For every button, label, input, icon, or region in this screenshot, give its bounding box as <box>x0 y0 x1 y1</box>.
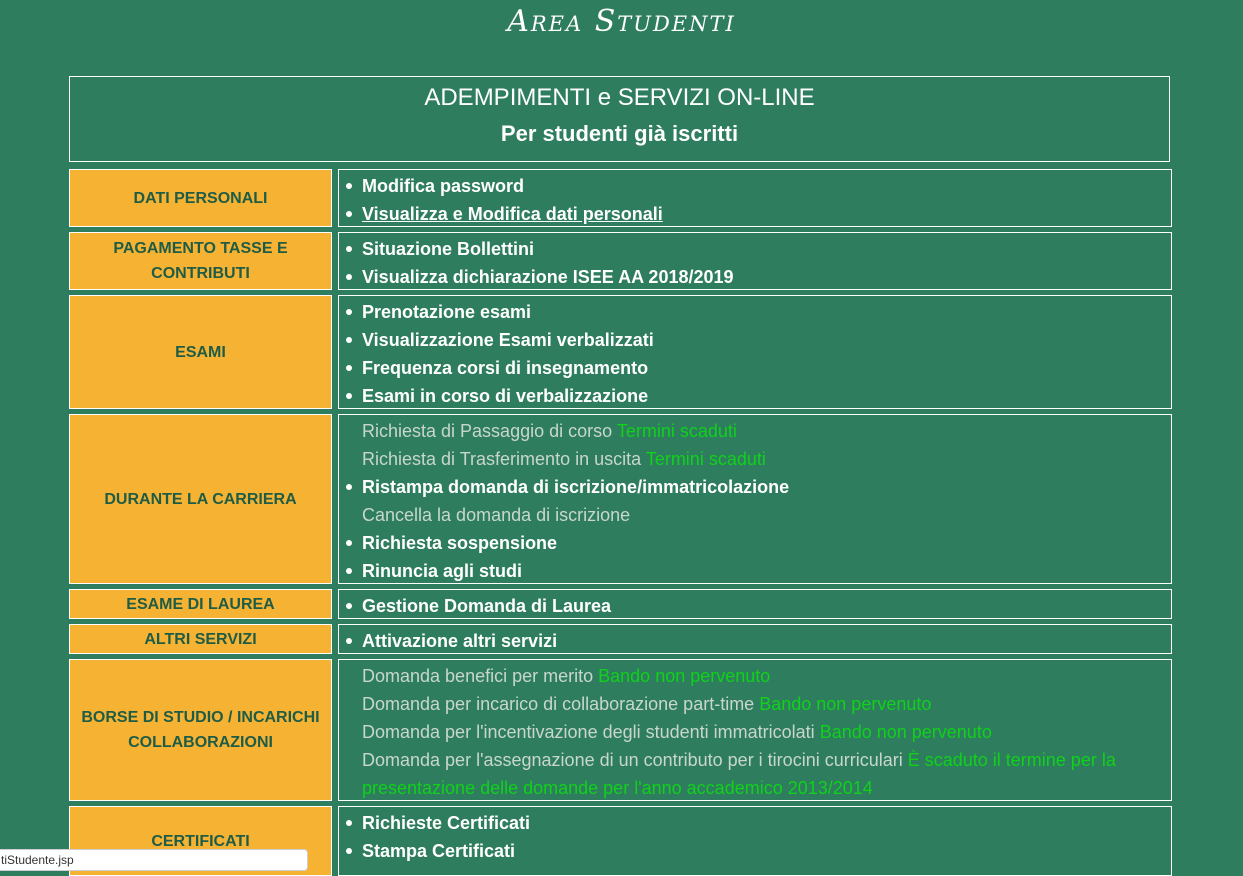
page-title: Area Studenti <box>507 4 736 39</box>
list-item-benefici-merito <box>339 662 1171 690</box>
link-prenotazione-esami[interactable]: Prenotazione esami <box>339 298 1171 326</box>
link-modifica-dati-personali[interactable]: Visualizza e Modifica dati personali <box>339 200 1171 228</box>
item-text: Richiesta di Passaggio di corso <box>362 421 613 441</box>
link-domanda-laurea[interactable]: Gestione Domanda di Laurea <box>339 592 1171 620</box>
item-text: Domanda per l'incentivazione degli studenti immatricolati <box>362 722 815 742</box>
item-text: Domanda per l'assegnazione di un contributo per i tirocini curriculari <box>362 750 903 770</box>
link-esami-in-corso[interactable]: Esami in corso di verbalizzazione <box>339 382 1171 410</box>
link-richieste-certificati[interactable]: Richieste Certificati <box>339 809 1171 837</box>
link-modifica-password[interactable]: Modifica password <box>339 172 1171 200</box>
list-item-passaggio-corso <box>339 417 1171 445</box>
section-items <box>338 295 1172 409</box>
header-subtitle: Per studenti già iscritti <box>500 121 739 146</box>
item-text: Domanda benefici per merito <box>362 666 594 686</box>
section-esami <box>69 295 1172 409</box>
status-note: Bando non pervenuto <box>598 666 771 686</box>
category-label: ESAMI <box>69 295 332 409</box>
status-note: È scaduto il termine per la presentazione delle domande per l'anno accademico 2013/2014 <box>362 750 1116 798</box>
section-altri-servizi <box>69 624 1172 654</box>
link-rinuncia-studi[interactable]: Rinuncia agli studi <box>339 557 1171 585</box>
section-items <box>338 169 1172 227</box>
section-borse-studio <box>69 659 1172 801</box>
link-dichiarazione-isee[interactable]: Visualizza dichiarazione ISEE AA 2018/2019 <box>339 263 1171 291</box>
list-item-incentivazione <box>339 718 1171 746</box>
section-items <box>338 589 1172 619</box>
section-durante-carriera <box>69 414 1172 584</box>
link-frequenza-corsi[interactable]: Frequenza corsi di insegnamento <box>339 354 1171 382</box>
list-item-collaborazione-part-time <box>339 690 1171 718</box>
list-item-cancella-domanda: Cancella la domanda di iscrizione <box>362 505 631 525</box>
item-text: Domanda per incarico di collaborazione part-time <box>362 694 755 714</box>
section-items <box>338 659 1172 801</box>
section-esame-laurea <box>69 589 1172 619</box>
category-label: ALTRI SERVIZI <box>69 624 332 654</box>
link-altri-servizi[interactable]: Attivazione altri servizi <box>339 627 1171 655</box>
item-text: Richiesta di Trasferimento in uscita <box>362 449 642 469</box>
section-items <box>338 806 1172 876</box>
category-label: ESAME DI LAUREA <box>69 589 332 619</box>
section-pagamento-tasse <box>69 232 1172 290</box>
section-items <box>338 414 1172 584</box>
link-stampa-certificati[interactable]: Stampa Certificati <box>339 837 1171 865</box>
status-note: Bando non pervenuto <box>759 694 932 714</box>
section-items <box>338 232 1172 290</box>
browser-status-bar: tiStudente.jsp <box>0 849 308 871</box>
link-richiesta-sospensione[interactable]: Richiesta sospensione <box>339 529 1171 557</box>
category-label: DATI PERSONALI <box>69 169 332 227</box>
services-header <box>69 76 1170 162</box>
list-item-trasferimento-uscita <box>339 445 1171 473</box>
link-situazione-bollettini[interactable]: Situazione Bollettini <box>339 235 1171 263</box>
status-note: Bando non pervenuto <box>819 722 992 742</box>
status-note: Termini scaduti <box>616 421 737 441</box>
category-label: DURANTE LA CARRIERA <box>69 414 332 584</box>
category-label: CERTIFICATI <box>69 806 332 876</box>
header-title: ADEMPIMENTI e SERVIZI ON-LINE <box>424 84 815 111</box>
section-dati-personali <box>69 169 1172 227</box>
status-note: Termini scaduti <box>645 449 766 469</box>
category-label: BORSE DI STUDIO / INCARICHI COLLABORAZIONI <box>69 659 332 801</box>
category-label: PAGAMENTO TASSE E CONTRIBUTI <box>69 232 332 290</box>
link-esami-verbalizzati[interactable]: Visualizzazione Esami verbalizzati <box>339 326 1171 354</box>
list-item-tirocini <box>339 746 1171 802</box>
link-ristampa-domanda[interactable]: Ristampa domanda di iscrizione/immatricolazione <box>339 473 1171 501</box>
section-items <box>338 624 1172 654</box>
